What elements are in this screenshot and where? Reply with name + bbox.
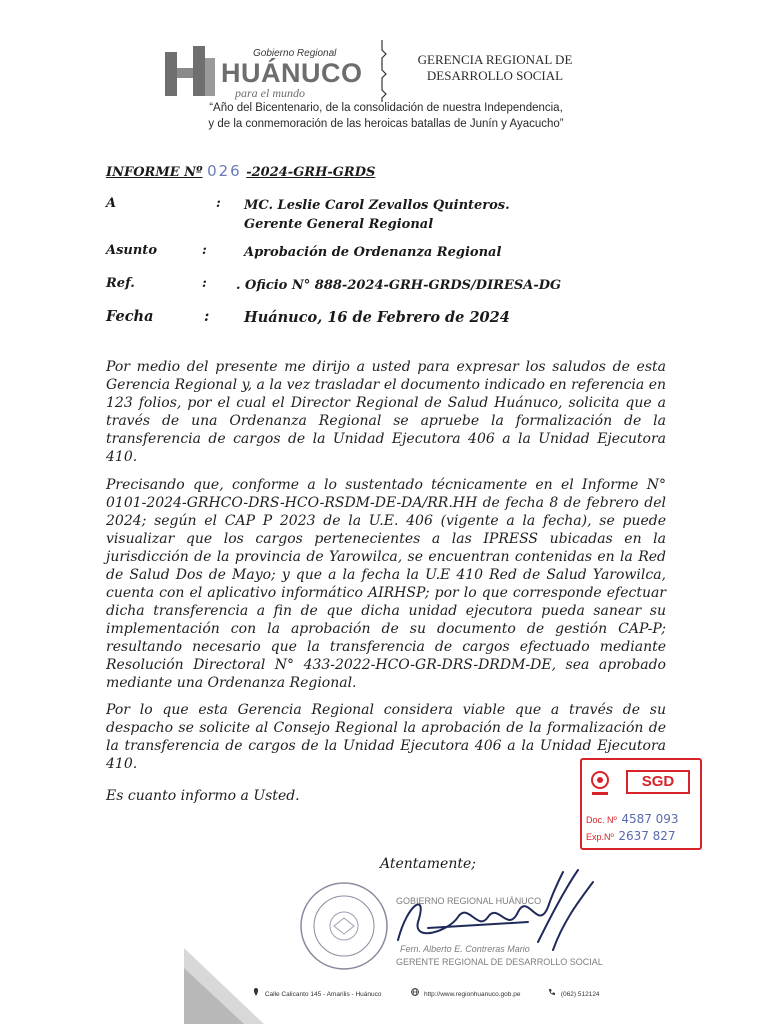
organization-line-1: GERENCIA REGIONAL DE (417, 52, 573, 67)
sgd-doc-label: Doc. Nº (586, 815, 617, 825)
date-value: Huánuco, 16 de Febrero de 2024 (244, 309, 510, 326)
sgd-exp-row (586, 829, 676, 843)
page-footer (252, 988, 600, 998)
logo-region-name: HUÁNUCO (221, 58, 363, 88)
footer-phone: (062) 512124 (560, 990, 600, 998)
report-prefix: INFORME Nº (106, 165, 203, 180)
logo-tagline: para el mundo (235, 86, 305, 100)
recipient-label: A (106, 196, 117, 211)
header-divider (380, 40, 388, 102)
subject-label: Asunto (106, 243, 157, 258)
sgd-title: SGD (626, 770, 690, 794)
reference-colon: : (202, 276, 207, 291)
date-label: Fecha (106, 308, 154, 325)
sgd-exp-label: Exp.Nº (586, 832, 614, 842)
sgd-doc-row (586, 812, 679, 826)
sgd-doc-value: 4587 093 (621, 812, 679, 826)
sgd-exp-value: 2637 827 (618, 829, 676, 843)
motto-line-1: “Año del Bicentenario, de la consolidación de nuestra Independencia, (209, 102, 563, 114)
signature-stamp-org: GOBIERNO REGIONAL HUÁNUCO (396, 896, 542, 906)
organization-name (400, 52, 590, 84)
motto-line-2: y de la conmemoración de las heroicas batallas de Junín y Ayacucho” (208, 118, 564, 130)
recipient-name: MC. Leslie Carol Zevallos Quinteros. (244, 198, 510, 213)
regional-government-logo (163, 42, 373, 102)
signature-stamp-name: Fern. Alberto E. Contreras Mario (400, 944, 530, 954)
closing-salutation: Atentamente; (380, 856, 476, 872)
signature-stamp-title: GERENTE REGIONAL DE DESARROLLO SOCIAL (396, 957, 603, 967)
body-paragraph-1: Por medio del presente me dirijo a usted para expresar los saludos de esta Gerencia Regional y, a la vez trasladar el documento indicado en referencia en 123 folios, por el cual el Director Regional de Salud Huánuco, solicita que a través de una Ordenanza Regional se apruebe la formalización de la transferencia de cargos de la Unidad Ejecutora 406 a la Unidad Ejecutora 410. (106, 359, 666, 465)
logo-government-text: Gobierno Regional (253, 48, 337, 59)
body-paragraph-4: Es cuanto informo a Usted. (106, 788, 300, 804)
footer-address: Calle Calicanto 145 - Amarilis - Huánuco (264, 990, 382, 998)
sgd-received-stamp (580, 758, 702, 850)
recipient-title: Gerente General Regional (244, 217, 434, 232)
phone-icon (548, 988, 556, 996)
year-motto (196, 100, 576, 132)
report-number (106, 162, 375, 180)
official-seal-icon (298, 880, 390, 972)
recipient-value (244, 196, 510, 234)
reference-label: Ref. (106, 276, 135, 291)
subject-colon: : (202, 243, 207, 258)
reference-value: . Oficio N° 888-2024-GRH-GRDS/DIRESA-DG (236, 278, 562, 293)
report-suffix: -2024-GRH-GRDS (246, 165, 376, 180)
h-logo-icon (163, 44, 219, 98)
subject-value: Aprobación de Ordenanza Regional (244, 245, 502, 260)
organization-line-2: DESARROLLO SOCIAL (426, 68, 564, 83)
date-colon: : (204, 308, 210, 325)
body-paragraph-3: Por lo que esta Gerencia Regional considera viable que a través de su despacho se solicite al Consejo Regional la aprobación de la formalización de la transferencia de cargos de la Unidad Ejecutora 406 a la Unidad Ejecutora 410. (106, 702, 666, 772)
location-pin-icon (252, 988, 260, 996)
footer-website[interactable]: http://www.regionhuanuco.gob.pe (423, 990, 521, 998)
report-handwritten-number: 026 (207, 162, 242, 180)
handwritten-signature (388, 862, 598, 962)
globe-icon (411, 988, 419, 996)
recipient-colon: : (216, 196, 221, 211)
body-paragraph-2: Precisando que, conforme a lo sustentado técnicamente en el Informe N° 0101-2024-GRHCO-DRS-HCO-RSDM-DE-DA/RR.HH de fecha 8 de febrero del 2024; según el CAP P 2023 de la U.E. 406 (vigente a la fecha), se puede visualizar que los cargos pertenecientes a las IPRESS ubicadas en la jurisdicción de la provincia de Yarowilca, se encuentran contenidas en la Red de Salud Dos de Mayo; y que a la fecha la U.E 410 Red de Salud Yarowilca, cuenta con el aplicativo informático AIRHSP; por lo que corresponde efectuar dicha transferencia a fin de que dicha unidad ejecutora pueda sanear su implementación con la aprobación de su documento de gestión CAP-P; resultando necesario que la transferencia de cargos efectuado mediante Resolución Directoral N° 433-2022-HCO-GR-DRS-DRDM-DE, sea aprobado mediante una Ordenanza Regional. (106, 477, 666, 691)
stamp-emblem-icon (588, 770, 612, 800)
decorative-corner (184, 948, 264, 1024)
